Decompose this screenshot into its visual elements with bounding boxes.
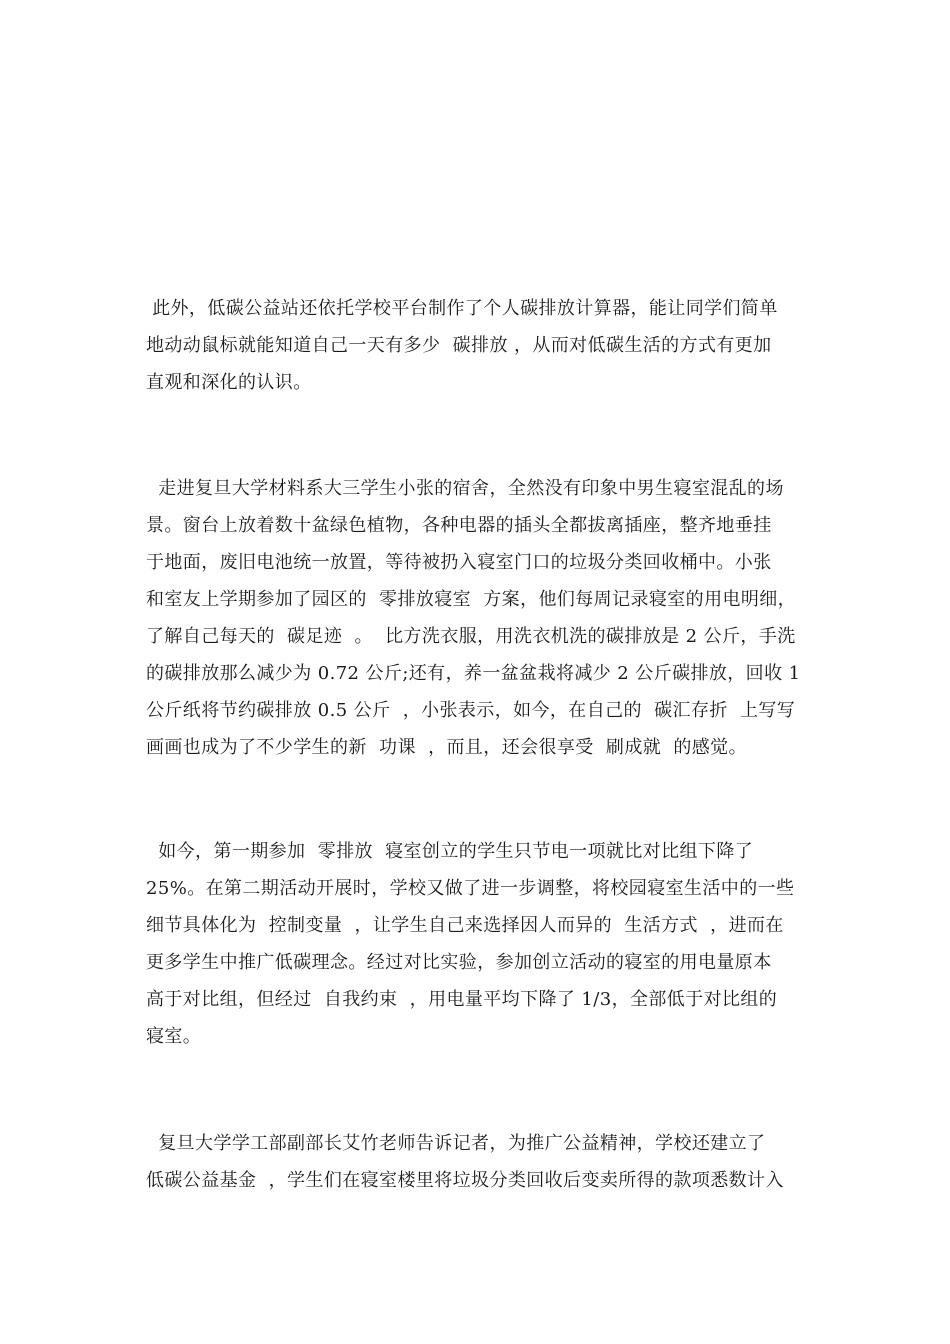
text-line: 低碳公益基金 ，学生们在寝室楼里将垃圾分类回收后变卖所得的款项悉数计入: [146, 1170, 784, 1191]
text-line: 了解自己每天的 碳足迹 。 比方洗衣服，用洗衣机洗的碳排放是 2 公斤，手洗: [146, 626, 796, 647]
text-line: 地动动鼠标就能知道自己一天有多少 碳排放 ，从而对低碳生活的方式有更加: [146, 335, 772, 356]
text-line: 画画也成为了不少学生的新 功课 ，而且，还会很享受 刷成就 的感觉。: [146, 737, 747, 758]
text-line: 此外，低碳公益站还依托学校平台制作了个人碳排放计算器，能让同学们简单: [146, 298, 778, 319]
text-line: 走进复旦大学材料系大三学生小张的宿舍，全然没有印象中男生寝室混乱的场: [146, 478, 784, 499]
text-line: 景。窗台上放着数十盆绿色植物，各种电器的插头全都拔离插座，整齐地垂挂: [146, 515, 772, 536]
paragraph-dorm-visit: [146, 470, 826, 766]
text-line: 寝室。: [146, 1026, 202, 1047]
paragraph-zero-emission-results: [146, 833, 826, 1055]
text-line: 直观和深化的认识。: [146, 372, 312, 393]
text-line: 于地面，废旧电池统一放置，等待被扔入寝室门口的垃圾分类回收桶中。小张: [146, 552, 772, 573]
text-line: 高于对比组，但经过 自我约束 ，用电量平均下降了 1/3，全部低于对比组的: [146, 989, 778, 1010]
text-line: 更多学生中推广低碳理念。经过对比实验，参加创立活动的寝室的用电量原本: [146, 952, 772, 973]
paragraph-carbon-calculator: [146, 290, 826, 401]
text-line: 公斤纸将节约碳排放 0.5 公斤 ，小张表示，如今，在自己的 碳汇存折 上写写: [146, 700, 796, 721]
text-line: 的碳排放那么减少为 0.72 公斤;还有，养一盆盆栽将减少 2 公斤碳排放，回收 1: [146, 663, 801, 684]
text-line: 和室友上学期参加了园区的 零排放寝室 方案，他们每周记录寝室的用电明细，: [146, 589, 797, 610]
text-line: 细节具体化为 控制变量 ，让学生自己来选择因人而异的 生活方式 ，进而在: [146, 915, 784, 936]
text-line: 如今，第一期参加 零排放 寝室创立的学生只节电一项就比对比组下降了: [146, 841, 754, 862]
text-line: 复旦大学学工部副部长艾竹老师告诉记者，为推广公益精神，学校还建立了: [146, 1133, 766, 1154]
paragraph-public-welfare-fund: [146, 1125, 826, 1199]
text-line: 25%。在第二期活动开展时，学校又做了进一步调整，将校园寝室生活中的一些: [146, 878, 795, 899]
